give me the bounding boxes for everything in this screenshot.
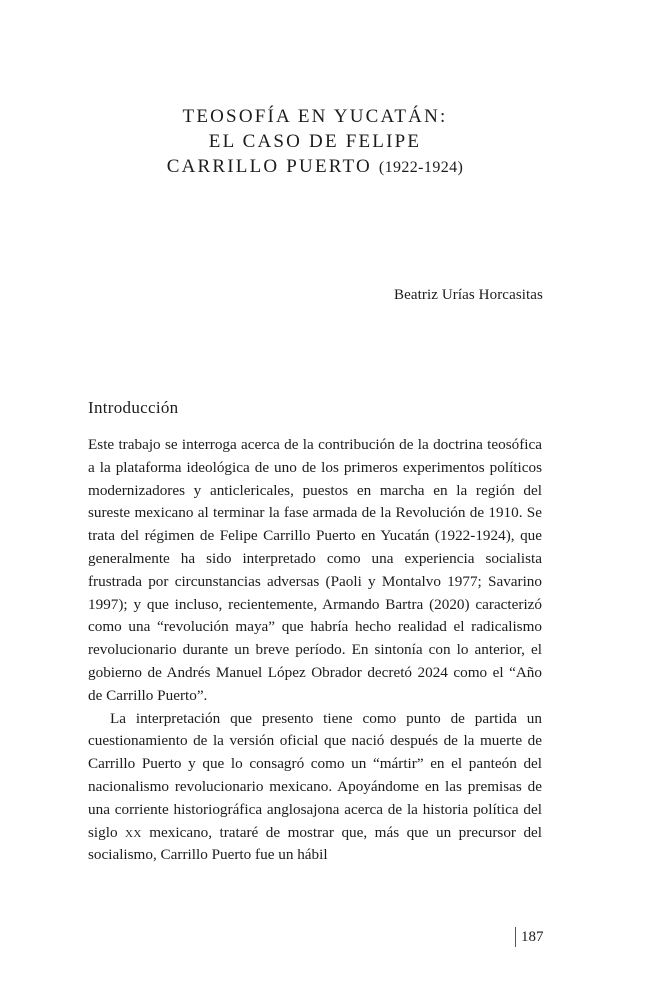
page-number: 187 <box>515 927 544 947</box>
chapter-title-dates: (1922-1924) <box>378 159 464 176</box>
paragraph-2 <box>88 708 542 868</box>
author-name: Beatriz Urías Horcasitas <box>393 287 543 303</box>
paragraph-1: Este trabajo se interroga acerca de la contribución de la doctrina teosófica a la plataforma ideológica de uno de los primeros experimentos políticos modernizadores y anticlericales, puestos en marcha en la región del sureste mexicano al terminar la fase armada de la Revolución de 1910. Se trata del régimen de Felipe Carrillo Puerto en Yucatán (1922-1924), que generalmente ha sido interpretado como una experiencia socialista frustrada por circunstancias adversas (Paoli y Montalvo 1977; Savarino 1997); y que incluso, recientemente, Armando Bartra (2020) caracterizó como una “revolución maya” que habría hecho realidad el radicalismo revolucionario durante un breve período. En sintonía con lo anterior, el gobierno de Andrés Manuel López Obrador decretó 2024 como el “Año de Carrillo Puerto”. <box>88 436 542 704</box>
chapter-title <box>88 104 542 180</box>
paragraph-2-text-start: La interpretación que presento tiene como punto de partida un cuestionamiento de la versión oficial que nació después de la muerte de Carrillo Puerto y que lo consagró como un “mártir” en el panteón del nacionalismo revolucionario mexicano. Apoyándome en las premisas de una corriente historiográfica anglosajona acerca de la historia política del siglo <box>88 709 542 841</box>
paragraph-2-text-end: mexicano, trataré de mostrar que, más que un precursor del socialismo, Carrillo Puerto fue un hábil <box>88 823 543 864</box>
chapter-title-line-2: EL CASO DE FELIPE <box>208 131 422 152</box>
century-numeral: xx <box>125 823 142 841</box>
section-heading: Introducción <box>88 398 179 417</box>
chapter-title-line-3 <box>88 154 542 180</box>
chapter-title-subject: CARRILLO PUERTO <box>166 156 372 177</box>
body-text <box>88 434 542 867</box>
chapter-title-line-1: TEOSOFÍA EN YUCATÁN: <box>182 106 448 127</box>
